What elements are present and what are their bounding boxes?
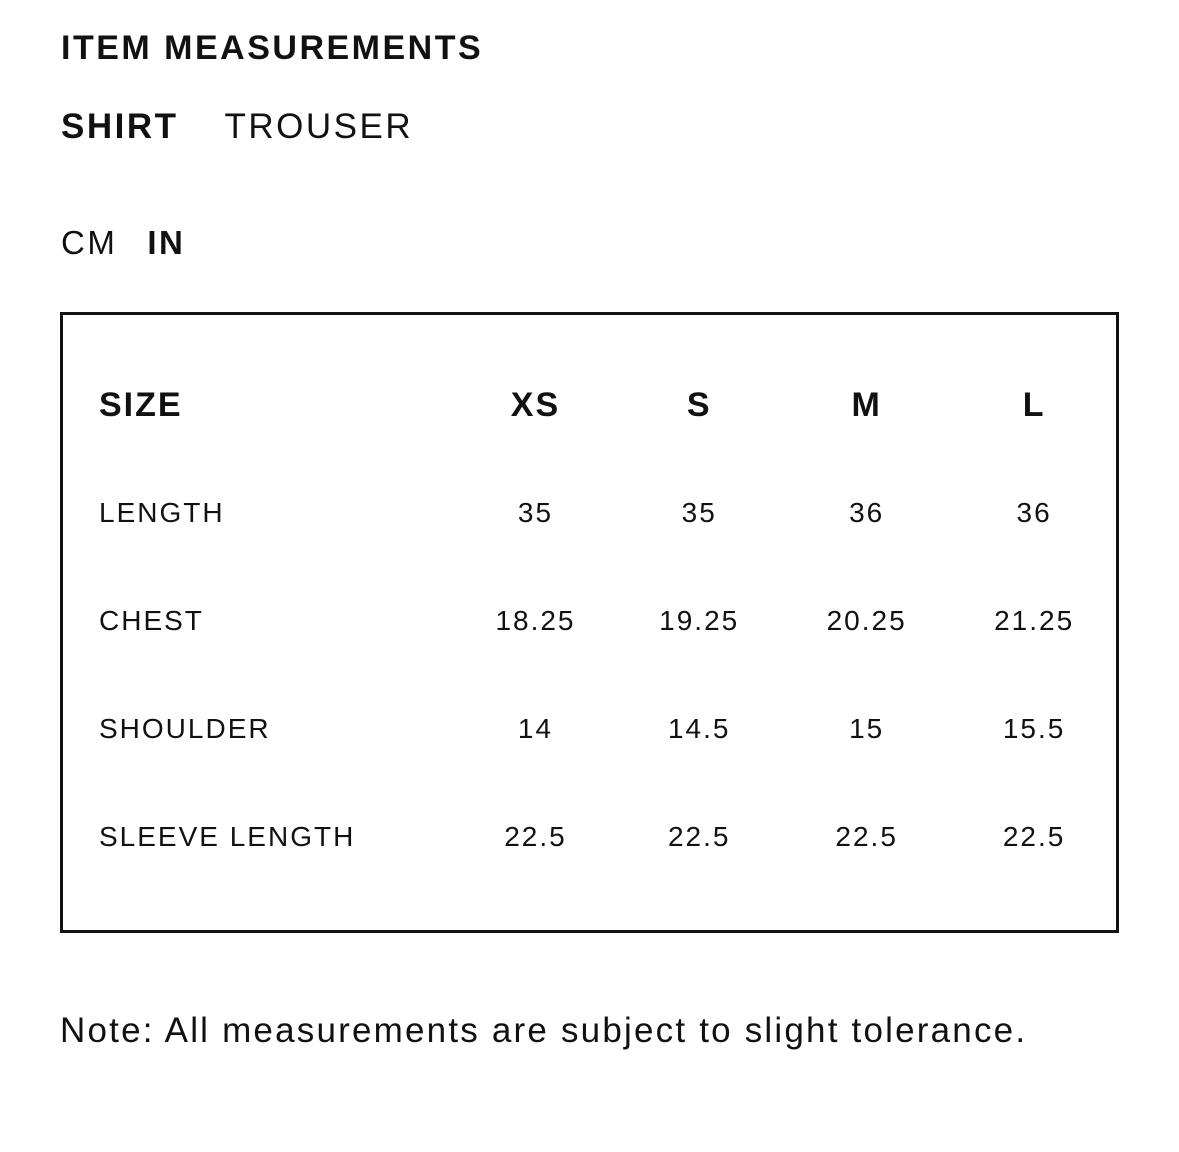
tab-shirt[interactable]: SHIRT: [61, 107, 179, 146]
measurements-table-box: [60, 312, 1119, 933]
tab-trouser[interactable]: TROUSER: [224, 107, 414, 146]
table-cell: 15.5: [1002, 713, 1066, 744]
table-cell: 18.25: [495, 605, 576, 636]
unit-cm-option[interactable]: CM: [61, 224, 118, 261]
product-tabs: [61, 108, 413, 146]
size-l-header: L: [1022, 385, 1046, 424]
table-row: [99, 459, 1116, 567]
unit-toggle: [61, 225, 185, 261]
size-column-header: SIZE: [99, 385, 183, 424]
row-label-length: LENGTH: [99, 497, 225, 528]
measurements-table: [99, 351, 1116, 891]
table-cell: 15: [849, 713, 885, 744]
table-row: [99, 567, 1116, 675]
table-header-row: [99, 351, 1116, 459]
table-cell: 35: [517, 497, 554, 528]
row-label-shoulder: SHOULDER: [99, 713, 271, 744]
table-row: [99, 783, 1116, 891]
size-xs-header: XS: [510, 385, 561, 424]
row-label-sleeve-length: SLEEVE LENGTH: [99, 821, 356, 852]
page-title: ITEM MEASUREMENTS: [61, 29, 484, 67]
table-cell: 19.25: [659, 605, 740, 636]
table-cell: 14.5: [667, 713, 731, 744]
table-cell: 20.25: [826, 605, 907, 636]
table-cell: 36: [849, 497, 885, 528]
size-m-header: M: [851, 385, 882, 424]
table-cell: 21.25: [994, 605, 1075, 636]
table-cell: 22.5: [504, 821, 567, 852]
table-row: [99, 675, 1116, 783]
table-cell: 36: [1016, 497, 1052, 528]
unit-in-option[interactable]: IN: [147, 224, 186, 261]
tolerance-note: Note: All measurements are subject to slight tolerance.: [60, 1011, 1028, 1050]
table-cell: 35: [681, 497, 717, 528]
table-cell: 14: [517, 713, 554, 744]
row-label-chest: CHEST: [99, 605, 204, 636]
table-cell: 22.5: [667, 821, 731, 852]
table-cell: 22.5: [835, 821, 898, 852]
table-cell: 22.5: [1002, 821, 1066, 852]
size-s-header: S: [686, 385, 712, 424]
